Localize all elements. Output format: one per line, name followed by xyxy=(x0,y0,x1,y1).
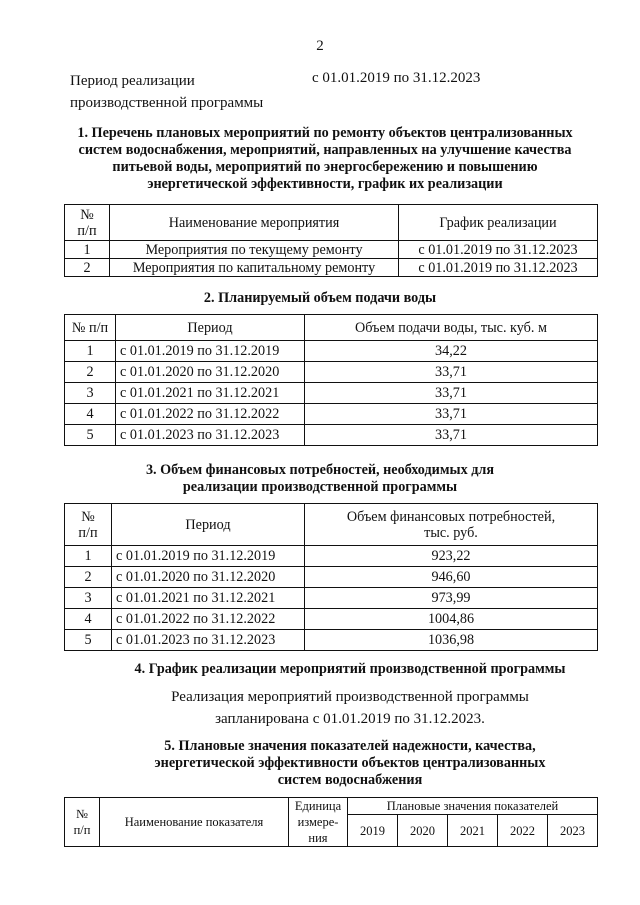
period-label xyxy=(70,70,263,114)
table-row xyxy=(65,630,598,651)
cell-num: 2 xyxy=(65,362,116,383)
period-value: с 01.01.2019 по 31.12.2023 xyxy=(312,70,481,86)
cell-period: с 01.01.2019 по 31.12.2019 xyxy=(116,341,305,362)
cell-period: с 01.01.2019 по 31.12.2019 xyxy=(112,546,305,567)
cell-num: 3 xyxy=(65,383,116,404)
finance-table xyxy=(64,503,598,651)
header-cell-period: Период xyxy=(112,504,305,546)
cell-num: 1 xyxy=(65,341,116,362)
cell-value: 34,22 xyxy=(305,341,598,362)
cell-period: с 01.01.2022 по 31.12.2022 xyxy=(112,609,305,630)
header-cell-planned: Плановые значения показателей xyxy=(348,798,598,815)
header-cell-name: Наименование мероприятия xyxy=(110,205,399,241)
table-row xyxy=(65,567,598,588)
cell-period: с 01.01.2020 по 31.12.2020 xyxy=(112,567,305,588)
table-row xyxy=(65,546,598,567)
cell-name: Мероприятия по текущему ремонту xyxy=(110,241,399,259)
header-cell-year: 2020 xyxy=(397,815,447,847)
cell-num: 5 xyxy=(65,630,112,651)
cell-value: 946,60 xyxy=(305,567,598,588)
cell-num: 1 xyxy=(65,546,112,567)
header-cell-num: № п/п xyxy=(65,504,112,546)
cell-schedule: с 01.01.2019 по 31.12.2023 xyxy=(399,241,598,259)
table-header-row xyxy=(65,504,598,546)
activities-table xyxy=(64,204,598,277)
section2-heading: 2. Планируемый объем подачи воды xyxy=(203,290,437,306)
cell-num: 1 xyxy=(65,241,110,259)
page-number: 2 xyxy=(316,38,324,54)
table-row xyxy=(65,425,598,446)
cell-value: 1004,86 xyxy=(305,609,598,630)
header-cell-name: Наименование показателя xyxy=(100,798,289,847)
table-header-row xyxy=(65,205,598,241)
section4-text: Реализация мероприятий производственной программы запланирована с 01.01.2019 по 31.12.2023. xyxy=(171,689,529,727)
cell-value: 33,71 xyxy=(305,383,598,404)
cell-value: 33,71 xyxy=(305,362,598,383)
section4-heading: 4. График реализации мероприятий производственной программы xyxy=(134,661,566,677)
cell-num: 4 xyxy=(65,404,116,425)
indicators-table xyxy=(64,797,598,847)
water-supply-table xyxy=(64,314,598,446)
table-header-row xyxy=(65,798,598,815)
table-row xyxy=(65,341,598,362)
table-row xyxy=(65,241,598,259)
cell-name: Мероприятия по капитальному ремонту xyxy=(110,259,399,277)
cell-value: 1036,98 xyxy=(305,630,598,651)
table-row xyxy=(65,259,598,277)
cell-value: 33,71 xyxy=(305,425,598,446)
cell-num: 2 xyxy=(65,567,112,588)
cell-schedule: с 01.01.2019 по 31.12.2023 xyxy=(399,259,598,277)
header-cell-finance: Объем финансовых потребностей, тыс. руб. xyxy=(305,504,598,546)
header-cell-volume: Объем подачи воды, тыс. куб. м xyxy=(305,315,598,341)
cell-period: с 01.01.2022 по 31.12.2022 xyxy=(116,404,305,425)
header-cell-year: 2023 xyxy=(547,815,597,847)
cell-period: с 01.01.2021 по 31.12.2021 xyxy=(112,588,305,609)
table-row xyxy=(65,383,598,404)
cell-num: 3 xyxy=(65,588,112,609)
table-row xyxy=(65,362,598,383)
header-cell-num: № п/п xyxy=(65,205,110,241)
table-row xyxy=(65,609,598,630)
section1-heading: 1. Перечень плановых мероприятий по ремонту объектов централизованных систем водоснабжения, мероприятий, направленных на улучшение качества питьевой воды, мероприятий по энергосбережению и повышению энергетической эффективности, график их реализации xyxy=(77,125,573,192)
period-label-line1: Период реализации xyxy=(70,73,195,89)
table-row xyxy=(65,404,598,425)
cell-period: с 01.01.2023 по 31.12.2023 xyxy=(112,630,305,651)
header-cell-num: № п/п xyxy=(65,315,116,341)
header-cell-unit: Единица измере- ния xyxy=(289,798,348,847)
section5-heading: 5. Плановые значения показателей надежности, качества, энергетической эффективности объектов централизованных систем водоснабжения xyxy=(154,738,546,788)
cell-value: 973,99 xyxy=(305,588,598,609)
section3-heading: 3. Объем финансовых потребностей, необходимых для реализации производственной программы xyxy=(145,462,495,495)
header-cell-schedule: График реализации xyxy=(399,205,598,241)
header-cell-year: 2022 xyxy=(497,815,547,847)
cell-num: 5 xyxy=(65,425,116,446)
period-label-line2: производственной программы xyxy=(70,95,264,111)
header-cell-period: Период xyxy=(116,315,305,341)
cell-num: 2 xyxy=(65,259,110,277)
header-cell-year: 2021 xyxy=(447,815,497,847)
header-cell-num: № п/п xyxy=(65,798,100,847)
cell-period: с 01.01.2023 по 31.12.2023 xyxy=(116,425,305,446)
cell-period: с 01.01.2020 по 31.12.2020 xyxy=(116,362,305,383)
cell-period: с 01.01.2021 по 31.12.2021 xyxy=(116,383,305,404)
table-row xyxy=(65,588,598,609)
cell-num: 4 xyxy=(65,609,112,630)
cell-value: 923,22 xyxy=(305,546,598,567)
header-cell-year: 2019 xyxy=(348,815,398,847)
cell-value: 33,71 xyxy=(305,404,598,425)
table-header-row xyxy=(65,315,598,341)
